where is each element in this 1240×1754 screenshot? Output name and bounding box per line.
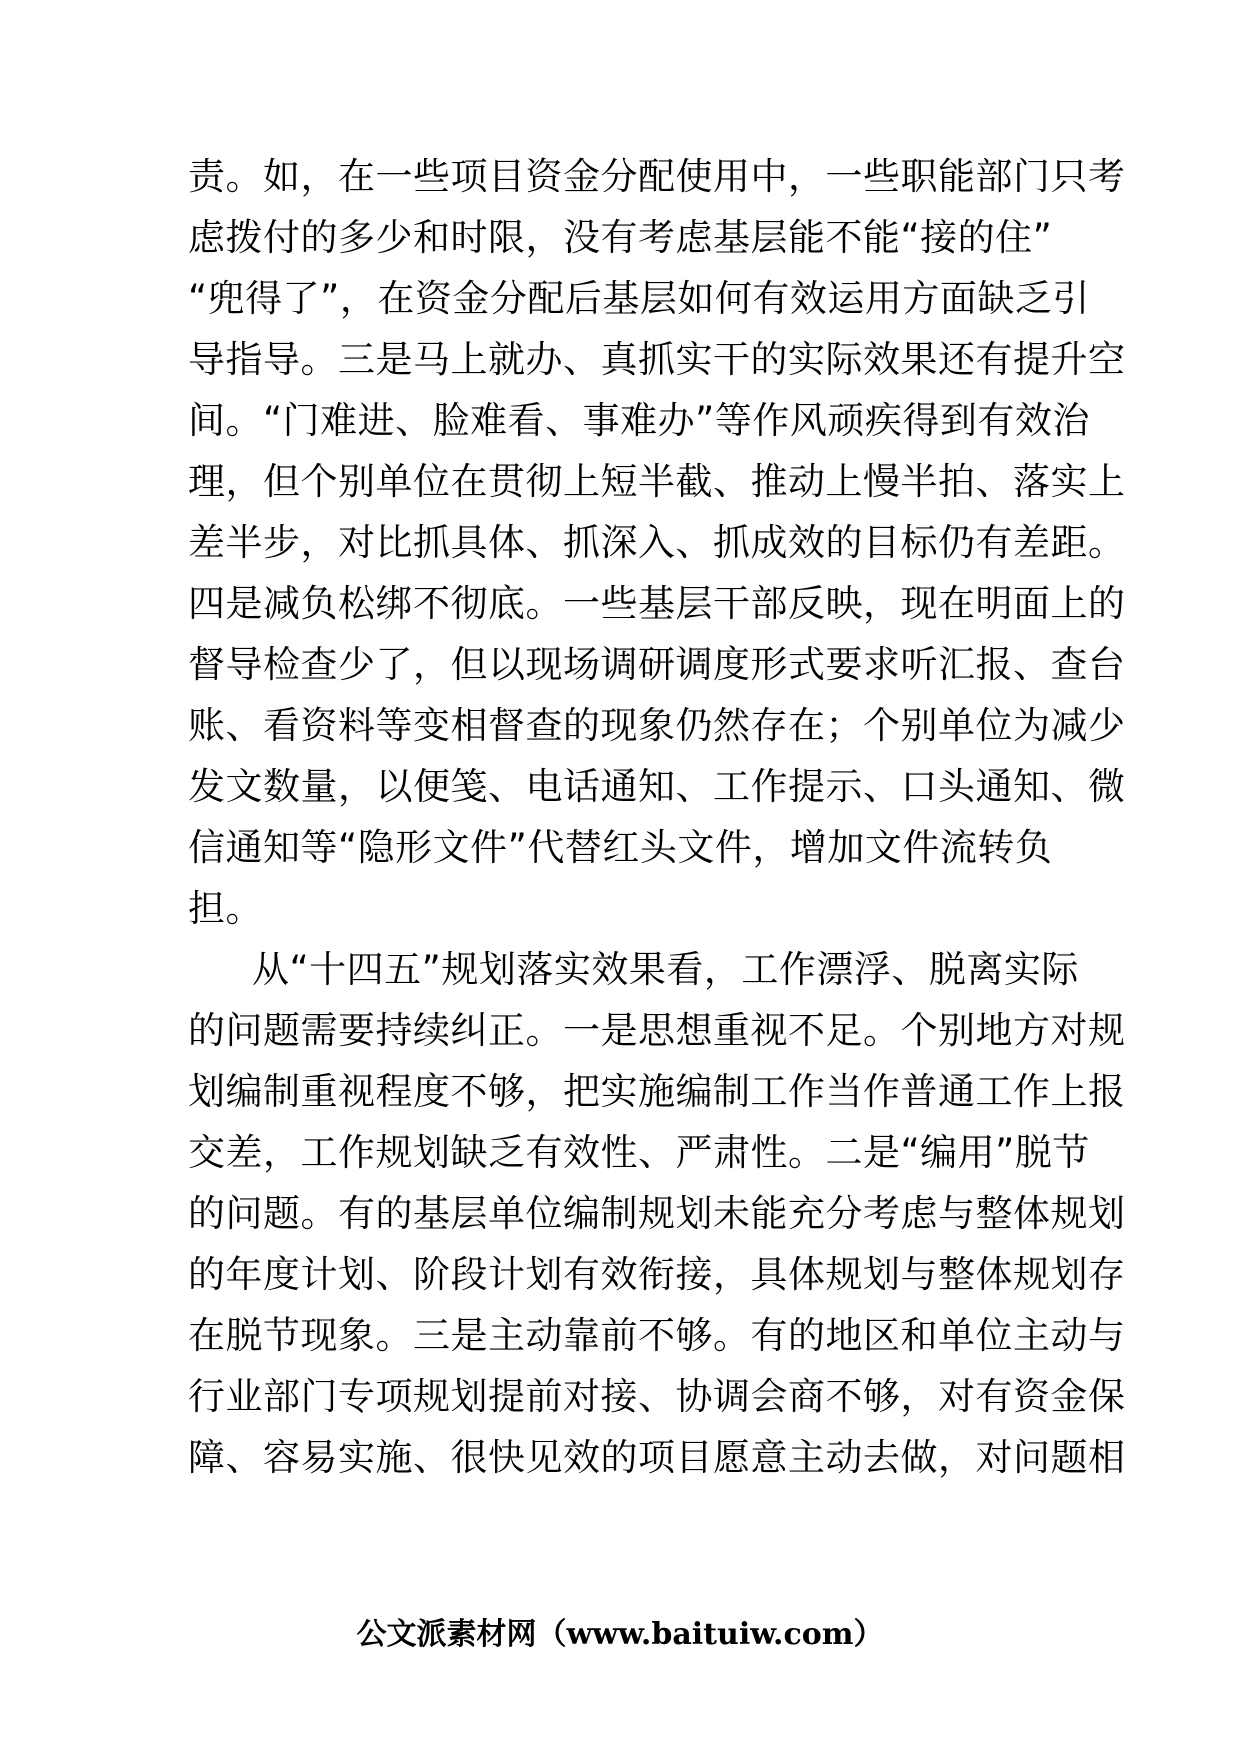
text-line: 虑拨付的多少和时限，没有考虑基层能不能“接的住” xyxy=(188,216,1053,259)
text-line: 发文数量，以便笺、电话通知、工作提示、口头通知、微 xyxy=(188,765,1126,808)
text-line: 障、容易实施、很快见效的项目愿意主动去做，对问题相 xyxy=(188,1436,1126,1479)
text-line: 四是减负松绑不彻底。一些基层干部反映，现在明面上的 xyxy=(188,582,1126,625)
text-line: 的年度计划、阶段计划有效衔接，具体规划与整体规划存 xyxy=(188,1253,1126,1296)
text-line: 理，但个别单位在贯彻上短半截、推动上慢半拍、落实上 xyxy=(188,460,1126,503)
text-line: 差半步，对比抓具体、抓深入、抓成效的目标仍有差距。 xyxy=(188,521,1126,564)
paragraph-first-line: 从“十四五”规划落实效果看，工作漂浮、脱离实际 xyxy=(252,948,1079,991)
text-line: 担。 xyxy=(188,887,263,930)
text-line: 行业部门专项规划提前对接、协调会商不够，对有资金保 xyxy=(188,1375,1126,1418)
text-line: 责。如，在一些项目资金分配使用中，一些职能部门只考 xyxy=(188,155,1126,198)
text-line: 在脱节现象。三是主动靠前不够。有的地区和单位主动与 xyxy=(188,1314,1126,1357)
text-line: 划编制重视程度不够，把实施编制工作当作普通工作上报 xyxy=(188,1070,1126,1113)
text-line: “兜得了”，在资金分配后基层如何有效运用方面缺乏引 xyxy=(188,277,1090,320)
text-line: 的问题。有的基层单位编制规划未能充分考虑与整体规划 xyxy=(188,1192,1126,1235)
text-line: 信通知等“隐形文件”代替红头文件，增加文件流转负 xyxy=(188,826,1053,869)
text-line: 间。“门难进、脸难看、事难办”等作风顽疾得到有效治 xyxy=(188,399,1090,442)
text-line: 导指导。三是马上就办、真抓实干的实际效果还有提升空 xyxy=(188,338,1126,381)
text-line: 交差，工作规划缺乏有效性、严肃性。二是“编用”脱节 xyxy=(188,1131,1090,1174)
text-line: 账、看资料等变相督查的现象仍然存在；个别单位为减少 xyxy=(188,704,1126,747)
footer-source-text: 公文派素材网（www.baituiw.com） xyxy=(356,1617,884,1652)
text-line: 督导检查少了，但以现场调研调度形式要求听汇报、查台 xyxy=(188,643,1126,686)
text-line: 的问题需要持续纠正。一是思想重视不足。个别地方对规 xyxy=(188,1009,1126,1052)
